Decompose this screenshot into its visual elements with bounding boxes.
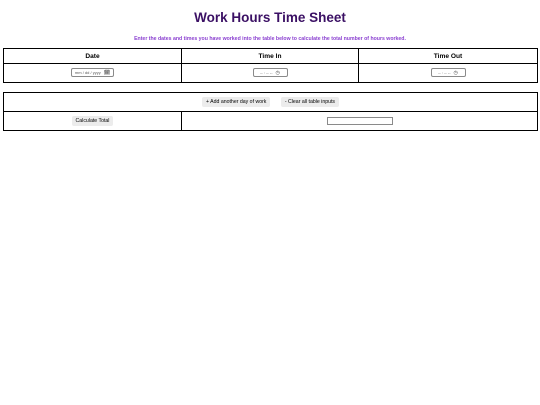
date-cell (4, 64, 182, 83)
row-actions-cell (4, 93, 538, 112)
time-out-input[interactable] (431, 68, 466, 77)
column-header-date: Date (4, 49, 182, 64)
time-out-cell (359, 64, 538, 83)
calculate-total-button[interactable]: Calculate Total (72, 116, 114, 126)
total-cell (182, 112, 538, 131)
time-in-cell (182, 64, 359, 83)
controls-table (3, 92, 538, 131)
calendar-icon[interactable]: 🗓 (103, 70, 111, 77)
timesheet-table (3, 48, 538, 83)
table-header-row (4, 49, 538, 64)
clock-icon[interactable]: ◷ (275, 70, 280, 77)
date-input[interactable] (71, 68, 114, 77)
controls-row (4, 93, 538, 112)
clear-inputs-button[interactable]: - Clear all table inputs (281, 97, 339, 107)
time-in-input[interactable] (253, 68, 288, 77)
table-row (4, 64, 538, 83)
column-header-time-out: Time Out (359, 49, 538, 64)
column-header-time-in: Time In (182, 49, 359, 64)
total-hours-output (327, 117, 393, 125)
date-placeholder: mm / dd / yyyy (74, 70, 101, 76)
clock-icon[interactable]: ◷ (453, 70, 458, 77)
total-row (4, 112, 538, 131)
time-out-placeholder: -- : -- -- (438, 70, 451, 76)
page-title: Work Hours Time Sheet (194, 10, 346, 25)
calculate-cell (4, 112, 182, 131)
add-day-button[interactable]: + Add another day of work (202, 97, 270, 107)
instructions-text: Enter the dates and times you have worked into the table below to calculate the total number of hours worked. (134, 36, 406, 42)
time-in-placeholder: -- : -- -- (260, 70, 273, 76)
